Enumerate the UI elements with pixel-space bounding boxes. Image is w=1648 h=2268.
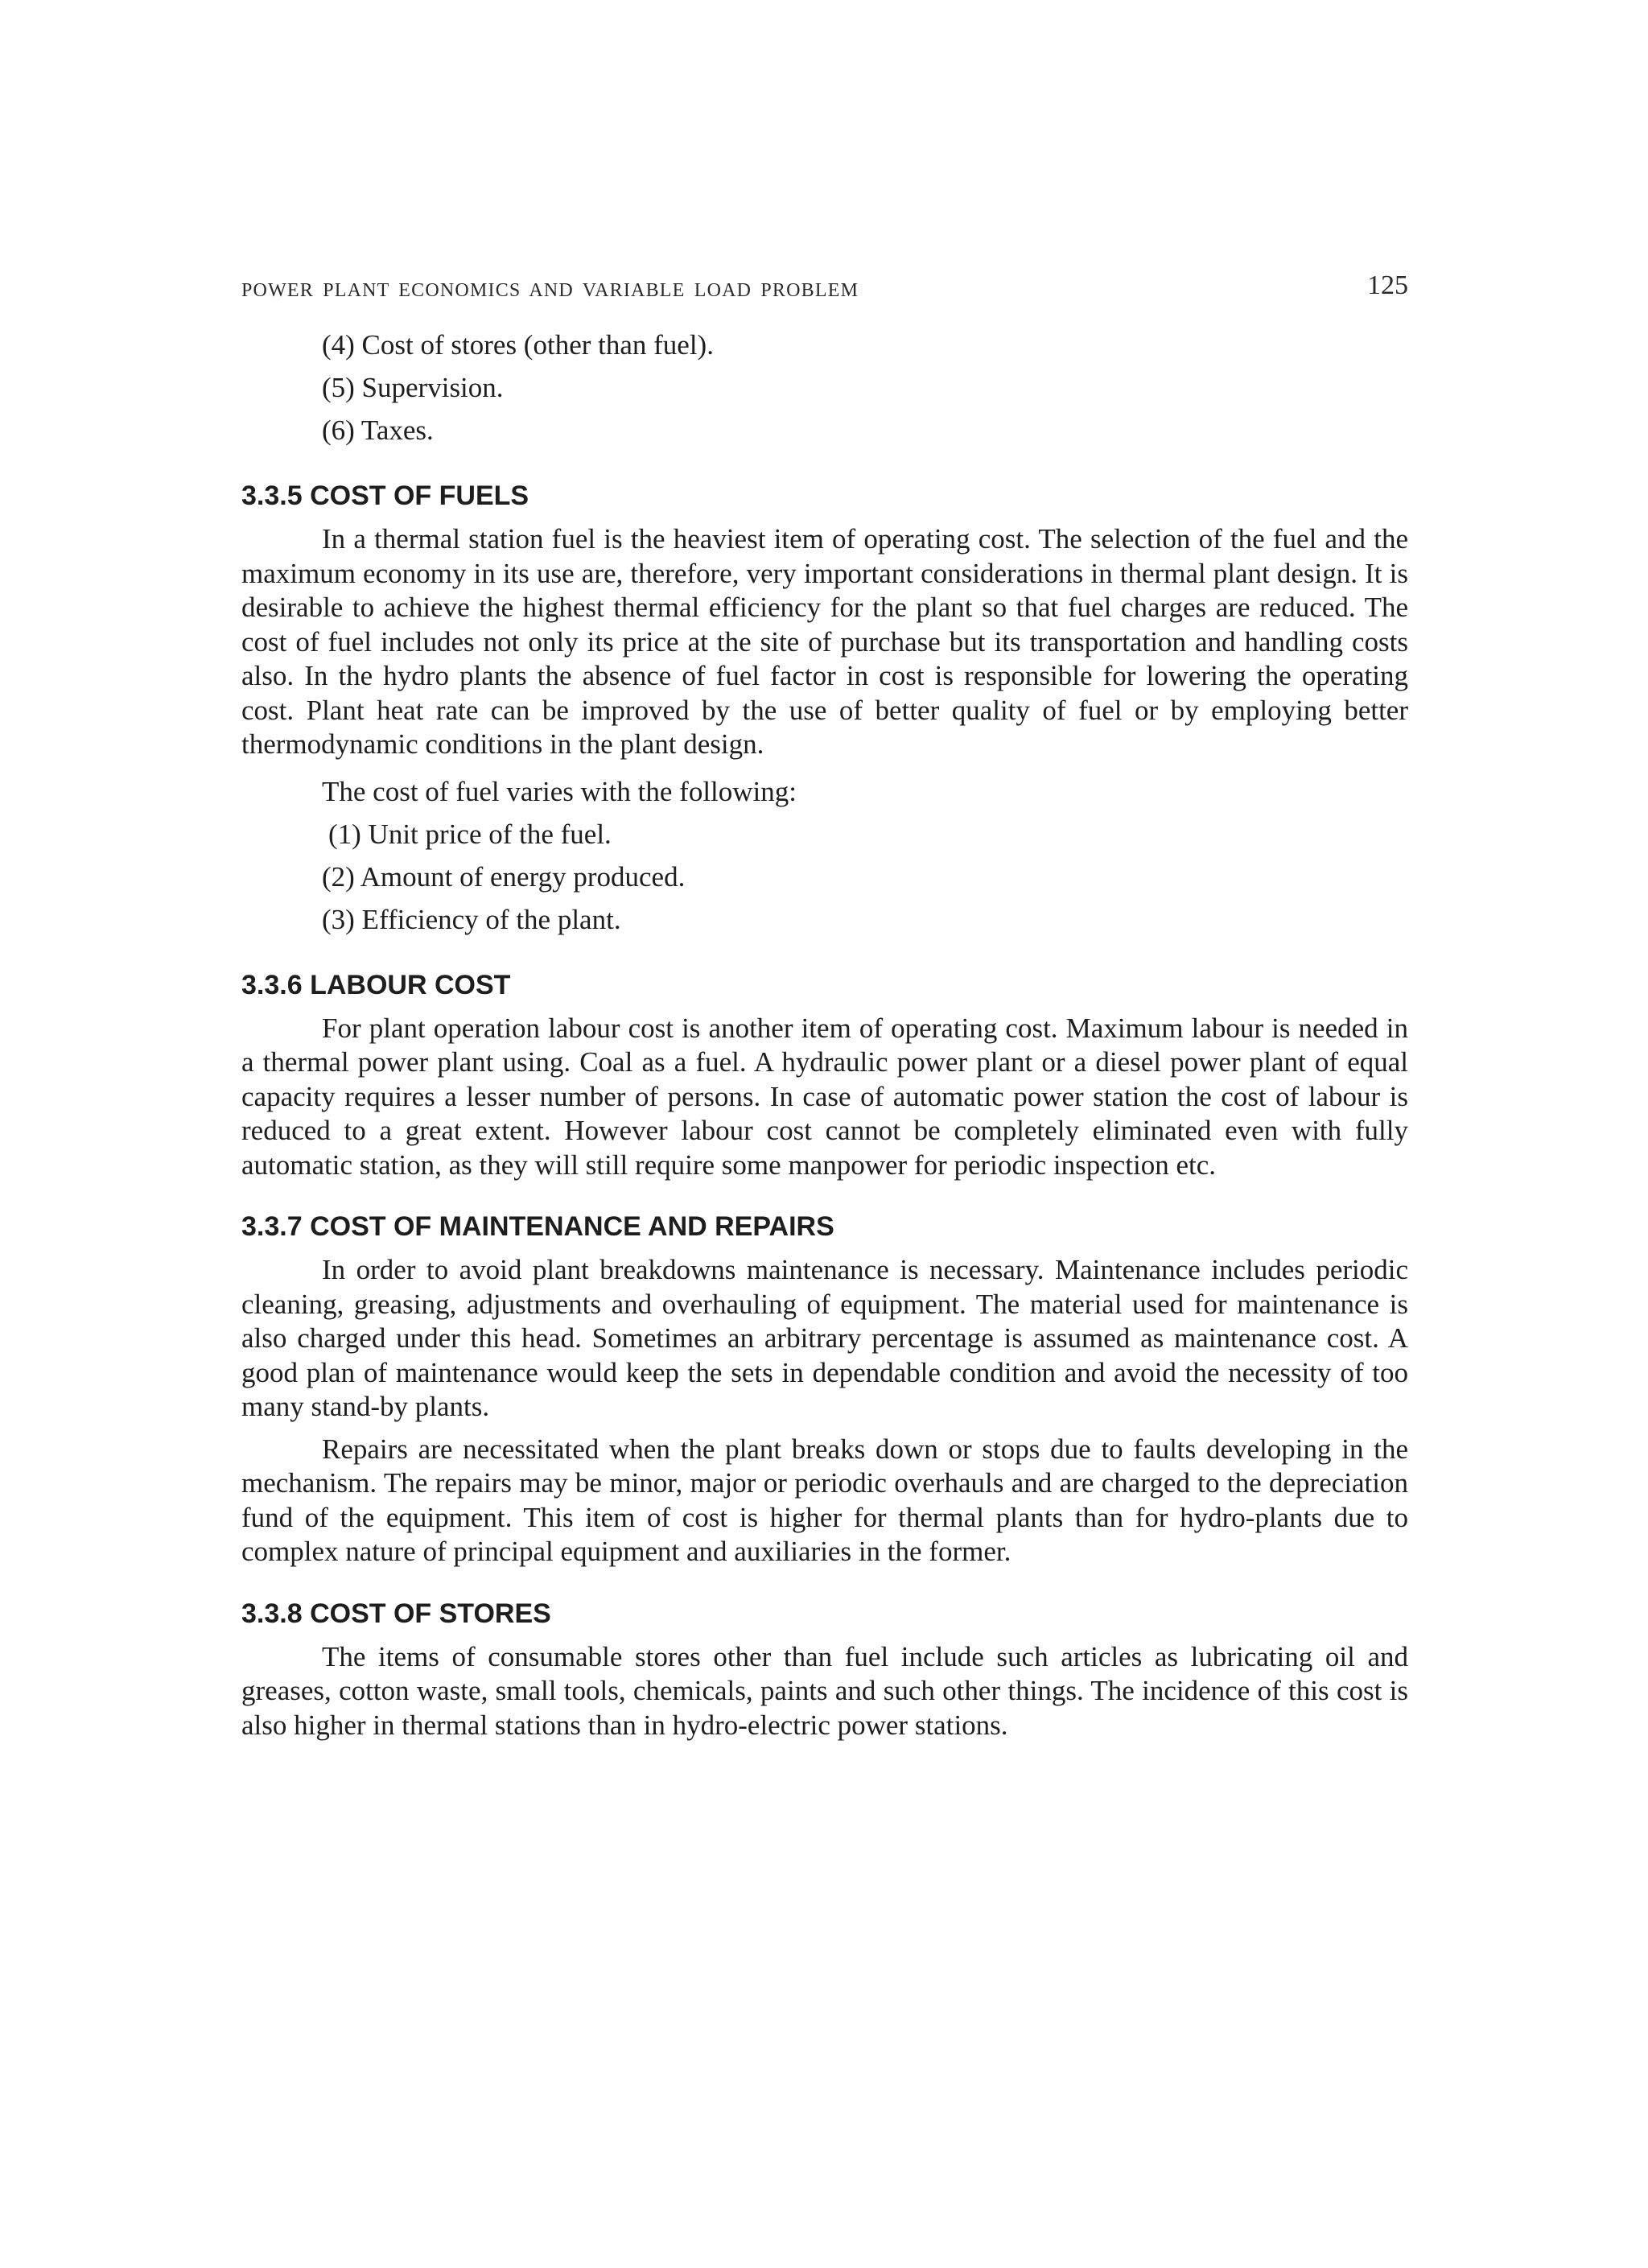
list-item: (3) Efficiency of the plant. bbox=[322, 903, 621, 935]
paragraph: For plant operation labour cost is another item of operating cost. Maximum labour is needed in a thermal power plant using. Coal as a fuel. A hydraulic power plant or a diesel power plant of equal capacity requires a lesser number of persons. In case of automatic power station the cost of labour is reduced to a great extent. However labour cost cannot be completely eliminated even with fully automatic station, as they will still require some manpower for periodic inspection etc. bbox=[241, 1012, 1408, 1181]
section-labour-cost bbox=[241, 967, 1408, 1183]
list-item: (6) Taxes. bbox=[322, 414, 434, 446]
list-item: (5) Supervision. bbox=[322, 372, 504, 403]
list-intro: The cost of fuel varies with the following: bbox=[322, 775, 797, 807]
section-maintenance-repairs bbox=[241, 1208, 1408, 1569]
section-cost-of-stores bbox=[241, 1595, 1408, 1743]
section-heading: 3.3.5 COST OF FUELS bbox=[241, 480, 529, 511]
paragraph: The items of consumable stores other than fuel include such articles as lubricating oil and greases, cotton waste, small tools, chemicals, paints and such other things. The incidence of this cost is also higher in thermal stations than in hydro-electric power stations. bbox=[241, 1640, 1408, 1741]
paragraph: Repairs are necessitated when the plant breaks down or stops due to faults developing in the mechanism. The repairs may be minor, major or periodic overhauls and are charged to the depreciation fund of the equipment. This item of cost is higher for thermal plants than for hydro-plants due to complex nature of principal equipment and auxiliaries in the former. bbox=[241, 1433, 1408, 1567]
running-header bbox=[241, 266, 1408, 306]
list-item: (2) Amount of energy produced. bbox=[322, 860, 686, 893]
page-number: 125 bbox=[1367, 270, 1408, 300]
book-page bbox=[241, 266, 1408, 1750]
paragraph: In order to avoid plant breakdowns maintenance is necessary. Maintenance includes periodic cleaning, greasing, adjustments and overhauling of equipment. The material used for maintenance is also charged under this head. Sometimes an arbitrary percentage is assumed as maintenance cost. A good plan of maintenance would keep the sets in dependable condition and avoid the necessity of too many stand-by plants. bbox=[241, 1254, 1408, 1422]
list-item: (4) Cost of stores (other than fuel). bbox=[322, 329, 714, 361]
section-cost-of-fuels bbox=[241, 477, 1408, 941]
section-heading: 3.3.6 LABOUR COST bbox=[241, 969, 511, 1000]
section-heading: 3.3.8 COST OF STORES bbox=[241, 1598, 551, 1629]
section-heading: 3.3.7 COST OF MAINTENANCE AND REPAIRS bbox=[241, 1211, 834, 1242]
intro-list bbox=[241, 324, 1408, 452]
list-item: (1) Unit price of the fuel. bbox=[328, 818, 612, 850]
paragraph: In a thermal station fuel is the heaviest item of operating cost. The selection of the fuel and the maximum economy in its use are, therefore, very important considerations in thermal plant design. It is desirable to achieve the highest thermal efficiency for the plant so that fuel charges are reduced. The cost of fuel includes not only its price at the site of purchase but its transportation and handling costs also. In the hydro plants the absence of fuel factor in cost is responsible for lowering the operating cost. Plant heat rate can be improved by the use of better quality of fuel or by employing better thermodynamic conditions in the plant design. bbox=[241, 523, 1408, 760]
running-title: POWER PLANT ECONOMICS AND VARIABLE LOAD PROBLEM bbox=[241, 280, 859, 301]
